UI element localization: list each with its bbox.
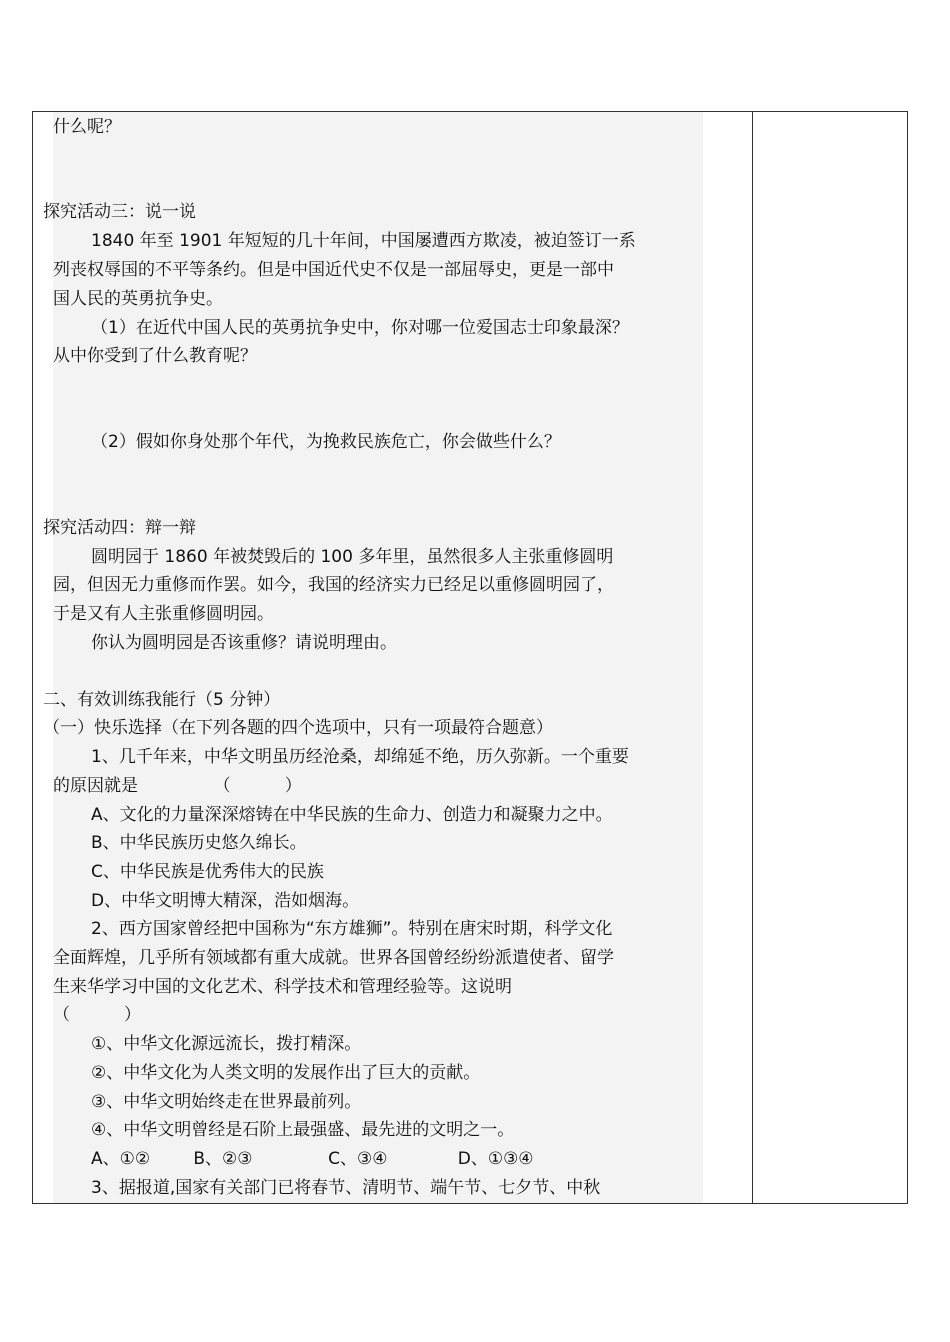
answer-option: ③、中华文明始终走在世界最前列。 (91, 1092, 362, 1112)
section-heading: 探究活动四：辩一辩 (43, 518, 196, 538)
question-text: （2）假如你身处那个年代，为挽救民族危亡，你会做些什么？ (91, 432, 561, 452)
text-line: 什么呢？ (53, 117, 121, 137)
answer-choices: A、①② B、②③ C、③④ D、①③④ (91, 1149, 534, 1169)
question-text: 你认为圆明园是否该重修？请说明理由。 (91, 633, 397, 653)
answer-option: A、文化的力量深深熔铸在中华民族的生命力、创造力和凝聚力之中。 (91, 805, 613, 825)
subsection-heading: （一）快乐选择（在下列各题的四个选项中，只有一项最符合题意） (43, 718, 553, 738)
text-line: 1840 年至 1901 年短短的几十年间，中国屡遭西方欺凌，被迫签订一系 (91, 231, 636, 251)
answer-option: D、中华文明博大精深，浩如烟海。 (91, 891, 360, 911)
answer-option: B、中华民族历史悠久绵长。 (91, 833, 307, 853)
text-line: 国人民的英勇抗争史。 (53, 289, 223, 309)
text-line: 于是又有人主张重修圆明园。 (53, 604, 274, 624)
document-table (32, 111, 908, 1204)
question-text: 1、几千年来，中华文明虽历经沧桑，却绵延不绝，历久弥新。一个重要 (91, 747, 629, 767)
question-text: 从中你受到了什么教育呢？ (53, 346, 257, 366)
question-text: 2、西方国家曾经把中国称为“东方雄狮”。特别在唐宋时期，科学文化 (91, 919, 613, 939)
text-line: 圆明园于 1860 年被焚毁后的 100 多年里，虽然很多人主张重修圆明 (91, 547, 614, 567)
answer-option: ②、中华文化为人类文明的发展作出了巨大的贡献。 (91, 1063, 481, 1083)
question-text: 生来华学习中国的文化艺术、科学技术和管理经验等。这说明 (53, 977, 512, 997)
text-line: 列丧权辱国的不平等条约。但是中国近代史不仅是一部屈辱史，更是一部中 (53, 260, 614, 280)
answer-option: ④、中华文明曾经是石阶上最强盛、最先进的文明之一。 (91, 1120, 515, 1140)
answer-option: C、中华民族是优秀伟大的民族 (91, 862, 324, 882)
text-line: 园，但因无力重修而作罢。如今，我国的经济实力已经足以重修圆明园了， (53, 575, 614, 595)
answer-option: ①、中华文化源远流长，拨打精深。 (91, 1034, 362, 1054)
question-text: （1）在近代中国人民的英勇抗争史中，你对哪一位爱国志士印象最深？ (91, 318, 629, 338)
table-column-divider (752, 112, 753, 1203)
question-text: 全面辉煌，几乎所有领域都有重大成就。世界各国曾经纷纷派遣使者、留学 (53, 948, 614, 968)
section-heading: 探究活动三：说一说 (43, 202, 196, 222)
question-text: 3、据报道,国家有关部门已将春节、清明节、端午节、七夕节、中秋 (91, 1178, 601, 1198)
section-heading: 二、有效训练我能行（5 分钟） (43, 690, 281, 710)
answer-blank: （ ） (53, 1005, 142, 1025)
question-text: 的原因就是 （ ） (53, 776, 302, 796)
